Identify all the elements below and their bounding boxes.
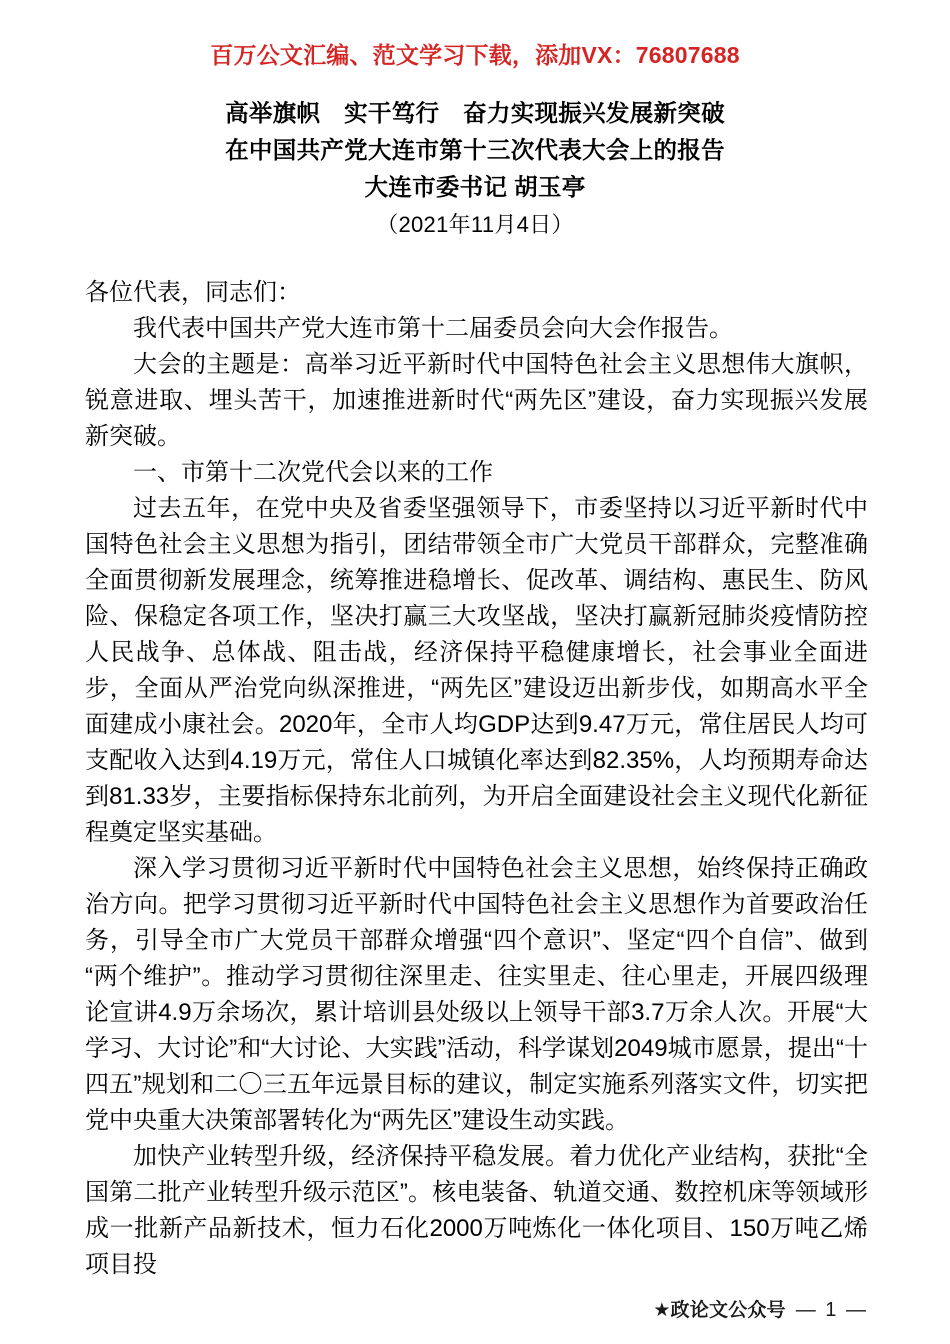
paragraph-industry-upgrade: 加快产业转型升级，经济保持平稳发展。着力优化产业结构，获批“全国第二批产业转型升级示范区”。核电装备、轨道交通、数控机床等领域形成一批新产品新技术，恒力石化2000万吨炼化一体化项目、150万吨乙烯项目投 xyxy=(85,1143,868,1278)
document-date-line: （2021年11月4日） xyxy=(376,212,574,237)
footer-content xyxy=(653,1295,868,1322)
promo-banner-text: 百万公文汇编、范文学习下载，添加VX：76807688 xyxy=(210,42,740,68)
footer-brand-label: ★政论文公众号 xyxy=(653,1300,786,1321)
page-footer xyxy=(0,1290,950,1322)
page-number: — 1 — xyxy=(795,1299,868,1321)
paragraph-section-heading-one: 一、市第十二次党代会以来的工作 xyxy=(133,459,493,486)
paragraph-congress-theme: 大会的主题是：高举习近平新时代中国特色社会主义思想伟大旗帜，锐意进取、埋头苦干，加速推进新时代“两先区”建设，奋力实现振兴发展新突破。 xyxy=(85,351,868,450)
document-title-line-2: 在中国共产党大连市第十三次代表大会上的报告 xyxy=(225,137,725,163)
paragraph-past-five-years: 过去五年，在党中央及省委坚强领导下，市委坚持以习近平新时代中国特色社会主义思想为指引，团结带领全市广大党员干部群众，完整准确全面贯彻新发展理念，统筹推进稳增长、促改革、调结构、惠民生、防风险、保稳定各项工作，坚决打赢三大攻坚战，坚决打赢新冠肺炎疫情防控人民战争、总体战、阻击战，经济保持平稳健康增长，社会事业全面进步，全面从严治党向纵深推进，“两先区”建设迈出新步伐，如期高水平全面建成小康社会。2020年，全市人均GDP达到9.47万元，常住居民人均可支配收入达到4.19万元，常住人口城镇化率达到82.35%，人均预期寿命达到81.33岁，主要指标保持东北前列，为开启全面建设社会主义现代化新征程奠定坚实基础。 xyxy=(85,495,868,846)
title-block xyxy=(85,95,865,243)
document-body xyxy=(85,275,868,1283)
paragraph-report-intro: 我代表中国共产党大连市第十二届委员会向大会作报告。 xyxy=(133,315,733,342)
paragraph-salutation: 各位代表，同志们： xyxy=(85,279,301,306)
document-title-line-1: 高举旗帜 实干笃行 奋力实现振兴发展新突破 xyxy=(225,100,725,126)
paragraph-study-thought: 深入学习贯彻习近平新时代中国特色社会主义思想，始终保持正确政治方向。把学习贯彻习近平新时代中国特色社会主义思想作为首要政治任务，引导全市广大党员干部群众增强“四个意识”、坚定“四个自信”、做到“两个维护”。推动学习贯彻往深里走、往实里走、往心里走，开展四级理论宣讲4.9万余场次，累计培训县处级以上领导干部3.7万余人次。开展“大学习、大讨论”和“大讨论、大实践”活动，科学谋划2049城市愿景，提出“十四五”规划和二〇三五年远景目标的建议，制定实施系列落实文件，切实把党中央重大决策部署转化为“两先区”建设生动实践。 xyxy=(85,855,868,1134)
document-author-line: 大连市委书记 胡玉亭 xyxy=(364,174,586,200)
promo-banner xyxy=(0,40,950,70)
